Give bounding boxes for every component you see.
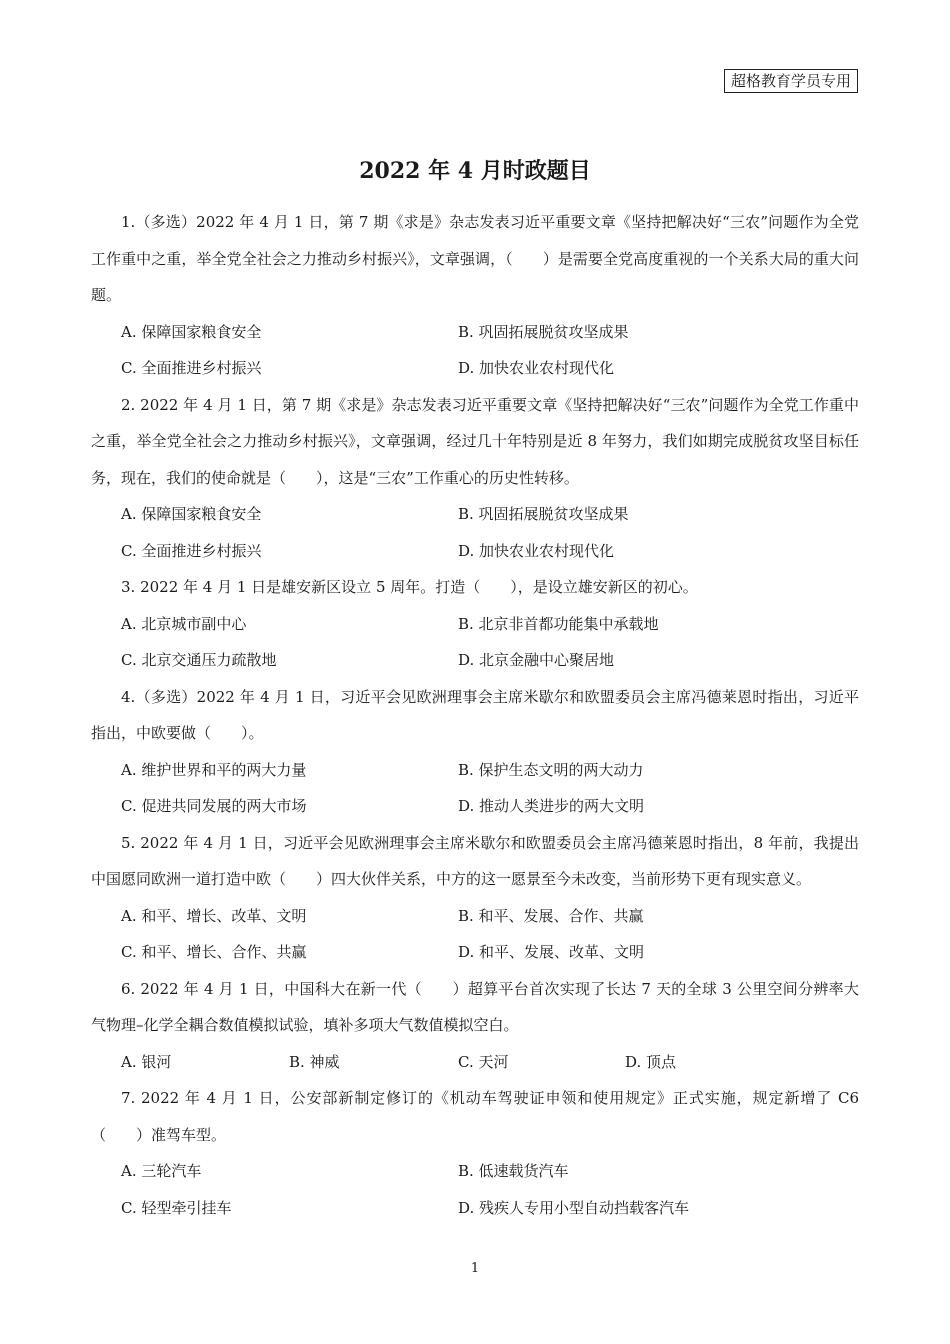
option-a: A. 维护世界和平的两大力量: [121, 760, 307, 779]
options-row: [91, 496, 859, 533]
page-number: 1: [470, 1261, 480, 1276]
option-a: A. 银河: [121, 1052, 172, 1071]
question-4: 4.（多选）2022 年 4 月 1 日，习近平会见欧洲理事会主席米歇尔和欧盟委员会主席冯德莱恩时指出，习近平指出，中欧要做（ ）。: [91, 687, 859, 742]
options-row: [91, 1153, 859, 1190]
option-c: C. 天河: [458, 1052, 509, 1071]
option-a: A. 保障国家粮食安全: [121, 505, 262, 523]
option-d: D. 北京金融中心聚居地: [458, 651, 615, 669]
question-7: 7. 2022 年 4 月 1 日，公安部新制定修订的《机动车驾驶证申领和使用规定》正式实施，规定新增了 C6（ ）准驾车型。: [91, 1089, 859, 1144]
question-1: 1.（多选）2022 年 4 月 1 日，第 7 期《求是》杂志发表习近平重要文章《坚持把解决好“三农”问题作为全党工作重中之重，举全党全社会之力推动乡村振兴》，文章强调，（ ）是需要全党高度重视的一个关系大局的重大问题。: [91, 213, 859, 304]
options-row: [91, 788, 859, 825]
options-row: [91, 898, 859, 935]
question-5: 5. 2022 年 4 月 1 日，习近平会见欧洲理事会主席米歇尔和欧盟委员会主席冯德莱恩时指出，8 年前，我提出中国愿同欧洲一道打造中欧（ ）四大伙伴关系，中方的这一愿景至今未改变，当前形势下更有现实意义。: [91, 833, 859, 888]
question-3: 3. 2022 年 4 月 1 日是雄安新区设立 5 周年。打造（ ），是设立雄安新区的初心。: [121, 578, 698, 596]
option-c: C. 促进共同发展的两大市场: [121, 797, 307, 815]
option-d: D. 推动人类进步的两大文明: [458, 797, 645, 815]
option-c: C. 轻型牵引挂车: [121, 1198, 232, 1217]
option-d: D. 加快农业农村现代化: [458, 541, 615, 560]
options-row: [91, 934, 859, 971]
option-b: B. 低速载货汽车: [458, 1162, 569, 1180]
option-b: B. 北京非首都功能集中承载地: [458, 614, 659, 633]
option-d: D. 和平、发展、改革、文明: [458, 943, 645, 961]
options-row: [91, 314, 859, 351]
option-d: D. 残疾人专用小型自动挡载客汽车: [458, 1198, 690, 1217]
page-title: 2022 年 4 月时政题目: [359, 158, 591, 184]
options-row: [91, 1190, 859, 1227]
option-a: A. 和平、增长、改革、文明: [121, 906, 307, 925]
option-c: C. 全面推进乡村振兴: [121, 541, 262, 560]
option-b: B. 和平、发展、合作、共赢: [458, 906, 644, 925]
options-row: [91, 533, 859, 570]
watermark-badge: 超格教育学员专用: [724, 69, 858, 93]
question-list: [91, 204, 859, 1226]
option-a: A. 保障国家粮食安全: [121, 322, 262, 341]
option-b: B. 巩固拓展脱贫攻坚成果: [458, 322, 629, 341]
options-row: [91, 752, 859, 789]
options-row: [91, 1044, 859, 1081]
option-d: D. 加快农业农村现代化: [458, 359, 615, 377]
options-row: [91, 350, 859, 387]
option-a: A. 北京城市副中心: [121, 614, 247, 633]
options-row: [91, 606, 859, 643]
option-d: D. 顶点: [625, 1052, 677, 1071]
option-c: C. 北京交通压力疏散地: [121, 651, 277, 669]
option-b: B. 巩固拓展脱贫攻坚成果: [458, 505, 629, 523]
option-a: A. 三轮汽车: [121, 1162, 202, 1180]
question-6: 6. 2022 年 4 月 1 日，中国科大在新一代（ ）超算平台首次实现了长达 7 天的全球 3 公里空间分辨率大气物理–化学全耦合数值模拟试验，填补多项大气数值模拟空白。: [91, 979, 859, 1034]
option-b: B. 神威: [289, 1052, 340, 1071]
question-2: 2. 2022 年 4 月 1 日，第 7 期《求是》杂志发表习近平重要文章《坚持把解决好“三农”问题作为全党工作重中之重，举全党全社会之力推动乡村振兴》，文章强调，经过几十年特别是近 8 年努力，我们如期完成脱贫攻坚目标任务，现在，我们的使命就是（ ），这是“三农”工作重心的历史性转移。: [91, 395, 859, 487]
option-c: C. 和平、增长、合作、共赢: [121, 943, 307, 961]
options-row: [91, 642, 859, 679]
option-b: B. 保护生态文明的两大动力: [458, 760, 644, 779]
option-c: C. 全面推进乡村振兴: [121, 359, 262, 377]
